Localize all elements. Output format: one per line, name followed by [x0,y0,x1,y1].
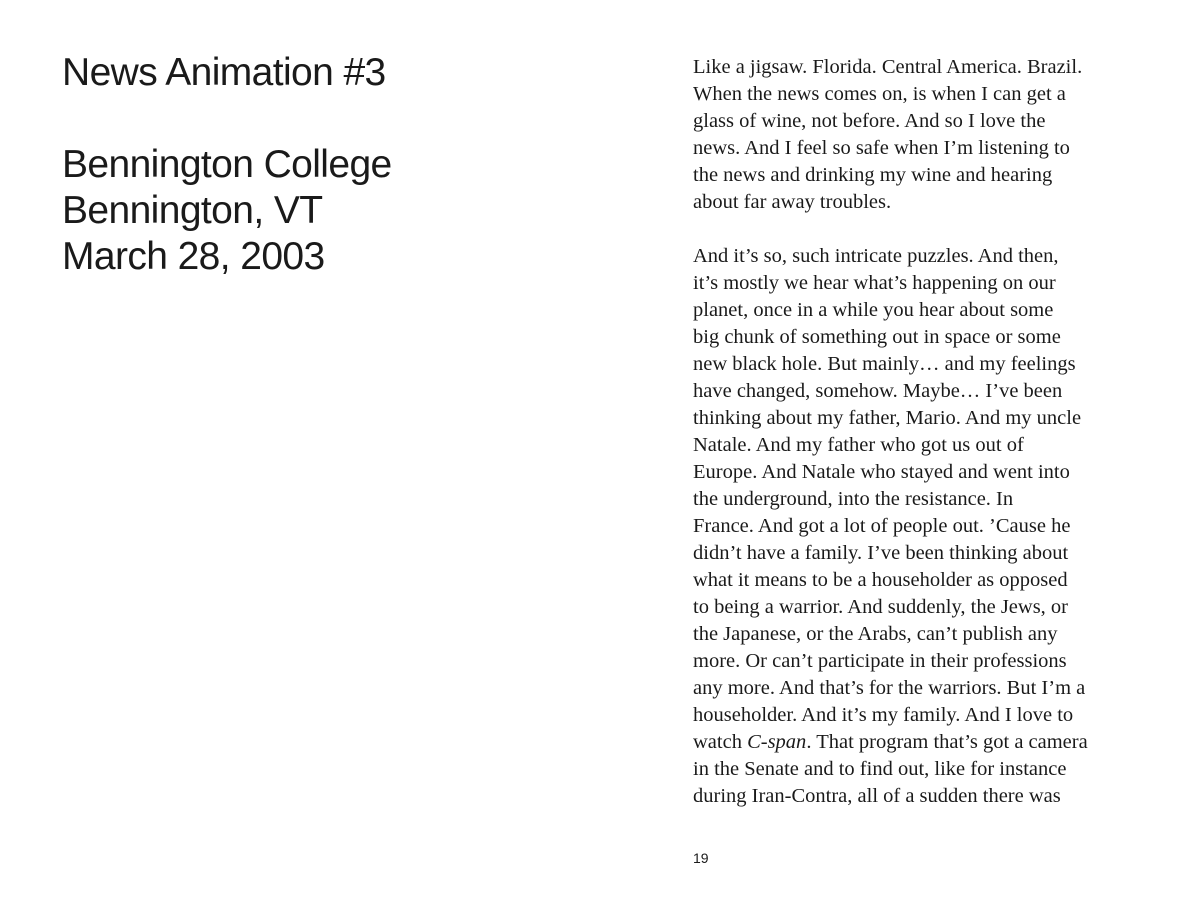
text-line-cspan [693,729,1163,756]
text-line: during Iran-Contra, all of a sudden there was [693,785,1061,807]
text-line: didn’t have a family. I’ve been thinking about [693,542,1069,564]
program-title-italic: C-span [747,731,807,753]
text-line: the underground, into the resistance. In [693,488,1014,510]
right-page [599,0,1198,912]
paragraph-2 [693,243,1163,810]
text-line: France. And got a lot of people out. ’Cause he [693,515,1071,537]
text-line: householder. And it’s my family. And I love to [693,704,1074,726]
text-fragment: watch [693,731,748,753]
text-line: When the news comes on, is when I can get a [693,83,1066,105]
text-line: news. And I feel so safe when I’m listening to [693,137,1070,159]
text-line: Europe. And Natale who stayed and went into [693,461,1070,483]
text-line: any more. And that’s for the warriors. But I’m a [693,677,1086,699]
text-line: about far away troubles. [693,191,892,213]
page-title: News Animation #3 [62,51,386,94]
text-line: more. Or can’t participate in their professions [693,650,1067,672]
text-line: to being a warrior. And suddenly, the Jews, or [693,596,1069,618]
body-text [693,54,1163,810]
paragraph-1 [693,54,1163,216]
venue-location: Bennington, VT [62,189,323,232]
page-number: 19 [693,850,709,866]
text-line: planet, once in a while you hear about some [693,299,1054,321]
text-line: it’s mostly we hear what’s happening on our [693,272,1056,294]
venue-name: Bennington College [62,143,392,186]
text-line: the news and drinking my wine and hearing [693,164,1053,186]
text-line: have changed, somehow. Maybe… I’ve been [693,380,1063,402]
text-line: the Japanese, or the Arabs, can’t publish any [693,623,1058,645]
title-block [62,50,392,280]
text-fragment: . That program that’s got a camera [806,731,1088,753]
event-date: March 28, 2003 [62,235,325,278]
text-line: in the Senate and to find out, like for instance [693,758,1067,780]
text-line: Natale. And my father who got us out of [693,434,1024,456]
text-line: thinking about my father, Mario. And my uncle [693,407,1082,429]
text-line: what it means to be a householder as opposed [693,569,1068,591]
text-line: And it’s so, such intricate puzzles. And then, [693,245,1059,267]
text-line: new black hole. But mainly… and my feelings [693,353,1076,375]
text-line: glass of wine, not before. And so I love the [693,110,1046,132]
text-line: Like a jigsaw. Florida. Central America. Brazil. [693,56,1083,78]
text-line: big chunk of something out in space or some [693,326,1061,348]
